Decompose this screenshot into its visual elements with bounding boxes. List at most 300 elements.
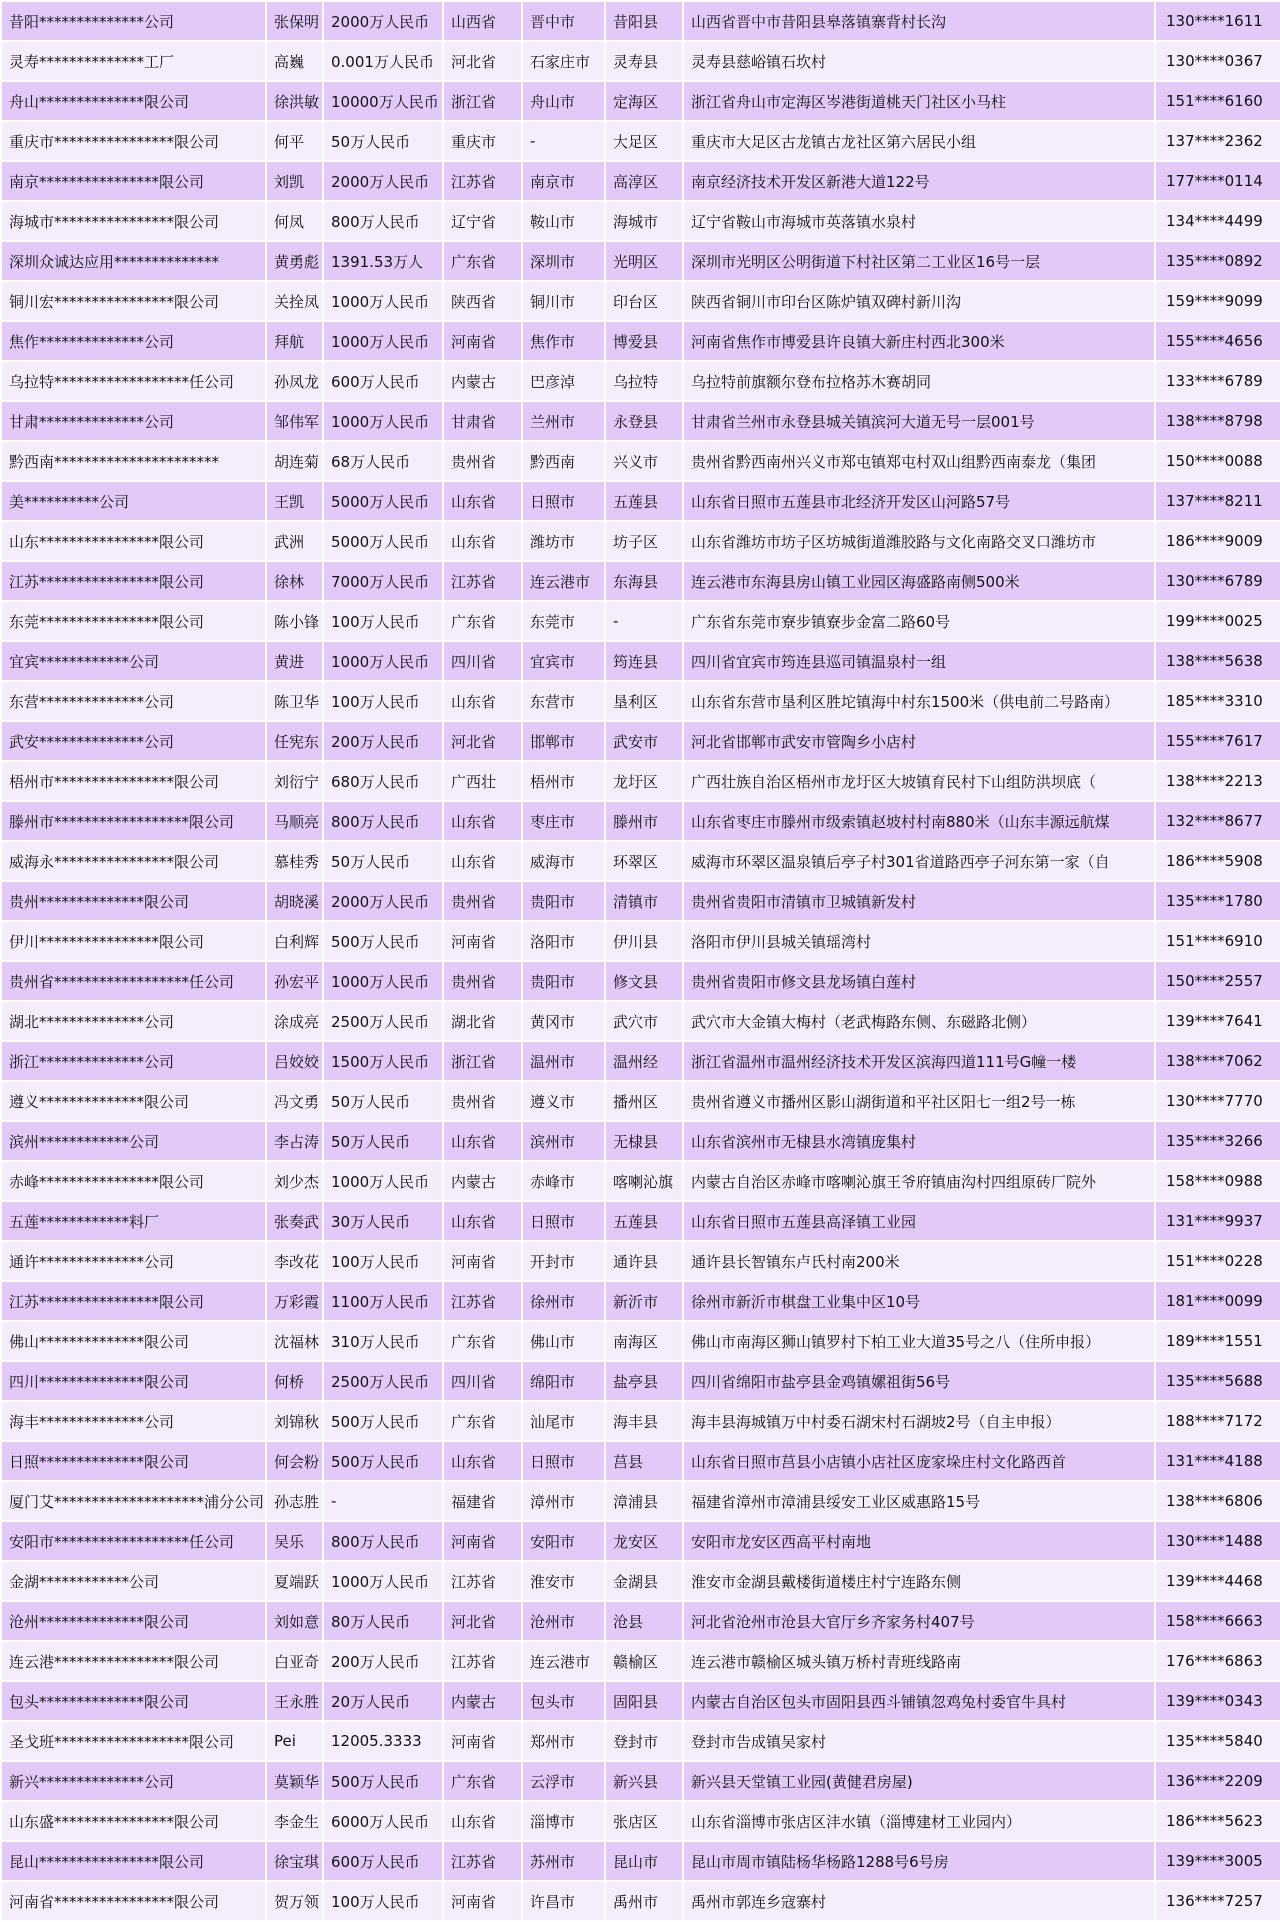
cell-phone: 130****0367 [1155, 41, 1280, 81]
cell-address: 浙江省舟山市定海区岑港街道桃天门社区小马柱 [683, 81, 1155, 121]
cell-registered-capital: 800万人民币 [323, 201, 443, 241]
cell-phone: 151****6910 [1155, 921, 1280, 961]
cell-address: 连云港市赣榆区城头镇万桥村青班线路南 [683, 1641, 1155, 1681]
cell-address: 山东省日照市五莲县市北经济开发区山河路57号 [683, 481, 1155, 521]
cell-province: 四川省 [443, 641, 522, 681]
cell-city: 淄博市 [522, 1801, 605, 1841]
cell-address: 南京经济技术开发区新港大道122号 [683, 161, 1155, 201]
cell-province: 江苏省 [443, 1561, 522, 1601]
cell-district: 武穴市 [605, 1001, 683, 1041]
cell-legal-person: 徐宝琪 [266, 1841, 323, 1881]
cell-address: 浙江省温州市温州经济技术开发区滨海四道111号G幢一楼 [683, 1041, 1155, 1081]
cell-registered-capital: 1000万人民币 [323, 641, 443, 681]
cell-registered-capital: 800万人民币 [323, 801, 443, 841]
cell-city: 贵阳市 [522, 881, 605, 921]
cell-registered-capital: 2000万人民币 [323, 161, 443, 201]
cell-city: 鞍山市 [522, 201, 605, 241]
cell-company-name: 铜川宏****************限公司 [1, 281, 266, 321]
cell-province: 贵州省 [443, 881, 522, 921]
cell-phone: 137****8211 [1155, 481, 1280, 521]
table-row [1, 721, 1280, 761]
cell-province: 河南省 [443, 1241, 522, 1281]
cell-phone: 158****0988 [1155, 1161, 1280, 1201]
cell-province: 广西壮 [443, 761, 522, 801]
cell-legal-person: 刘凯 [266, 161, 323, 201]
cell-district: 乌拉特 [605, 361, 683, 401]
cell-city: 连云港市 [522, 1641, 605, 1681]
cell-address: 四川省绵阳市盐亭县金鸡镇嫘祖街56号 [683, 1361, 1155, 1401]
cell-city: 绵阳市 [522, 1361, 605, 1401]
cell-registered-capital: 500万人民币 [323, 1401, 443, 1441]
table-row [1, 681, 1280, 721]
cell-province: 河南省 [443, 1721, 522, 1761]
cell-province: 广东省 [443, 1401, 522, 1441]
cell-city: 宜宾市 [522, 641, 605, 681]
table-row [1, 1081, 1280, 1121]
cell-province: 广东省 [443, 601, 522, 641]
table-row [1, 81, 1280, 121]
cell-province: 重庆市 [443, 121, 522, 161]
cell-district: 昔阳县 [605, 1, 683, 41]
cell-company-name: 滕州市******************限公司 [1, 801, 266, 841]
cell-district: 温州经 [605, 1041, 683, 1081]
cell-legal-person: 关拴凤 [266, 281, 323, 321]
cell-company-name: 厦门艾********************浦分公司 [1, 1481, 266, 1521]
cell-district: 龙圩区 [605, 761, 683, 801]
cell-province: 河南省 [443, 1521, 522, 1561]
cell-registered-capital: 100万人民币 [323, 681, 443, 721]
cell-phone: 137****2362 [1155, 121, 1280, 161]
table-row [1, 41, 1280, 81]
cell-city: 黔西南 [522, 441, 605, 481]
cell-company-name: 贵州**************限公司 [1, 881, 266, 921]
cell-province: 贵州省 [443, 961, 522, 1001]
cell-province: 湖北省 [443, 1001, 522, 1041]
cell-legal-person: 邹伟军 [266, 401, 323, 441]
cell-registered-capital: 500万人民币 [323, 1441, 443, 1481]
cell-province: 山东省 [443, 1441, 522, 1481]
cell-phone: 131****9937 [1155, 1201, 1280, 1241]
table-row [1, 601, 1280, 641]
cell-province: 江苏省 [443, 561, 522, 601]
cell-city: 开封市 [522, 1241, 605, 1281]
cell-address: 禹州市郭连乡寇寨村 [683, 1881, 1155, 1921]
cell-phone: 134****4499 [1155, 201, 1280, 241]
cell-district: 坊子区 [605, 521, 683, 561]
cell-company-name: 浙江**************公司 [1, 1041, 266, 1081]
table-row [1, 881, 1280, 921]
table-row [1, 641, 1280, 681]
cell-registered-capital: 50万人民币 [323, 841, 443, 881]
cell-legal-person: 张保明 [266, 1, 323, 41]
cell-address: 河北省沧州市沧县大官厅乡齐家务村407号 [683, 1601, 1155, 1641]
cell-city: 连云港市 [522, 561, 605, 601]
cell-district: 筠连县 [605, 641, 683, 681]
cell-legal-person: 武洲 [266, 521, 323, 561]
cell-province: 山东省 [443, 841, 522, 881]
cell-phone: 189****1551 [1155, 1321, 1280, 1361]
cell-city: 石家庄市 [522, 41, 605, 81]
cell-province: 内蒙古 [443, 361, 522, 401]
cell-district: 垦利区 [605, 681, 683, 721]
cell-city: 漳州市 [522, 1481, 605, 1521]
cell-company-name: 焦作**************公司 [1, 321, 266, 361]
cell-phone: 135****0892 [1155, 241, 1280, 281]
cell-city: 日照市 [522, 481, 605, 521]
cell-address: 福建省漳州市漳浦县绥安工业区威惠路15号 [683, 1481, 1155, 1521]
table-row [1, 841, 1280, 881]
cell-district: 沧县 [605, 1601, 683, 1641]
cell-province: 陕西省 [443, 281, 522, 321]
cell-province: 河南省 [443, 921, 522, 961]
cell-registered-capital: 1000万人民币 [323, 401, 443, 441]
cell-legal-person: 刘如意 [266, 1601, 323, 1641]
cell-phone: 159****9099 [1155, 281, 1280, 321]
cell-registered-capital: 80万人民币 [323, 1601, 443, 1641]
cell-legal-person: 徐洪敏 [266, 81, 323, 121]
cell-address: 四川省宜宾市筠连县巡司镇温泉村一组 [683, 641, 1155, 681]
cell-address: 广东省东莞市寮步镇寮步金富二路60号 [683, 601, 1155, 641]
table-row [1, 1121, 1280, 1161]
cell-phone: 155****7617 [1155, 721, 1280, 761]
cell-province: 江苏省 [443, 1841, 522, 1881]
cell-registered-capital: 2000万人民币 [323, 881, 443, 921]
cell-city: 黄冈市 [522, 1001, 605, 1041]
table-row [1, 801, 1280, 841]
cell-province: 贵州省 [443, 1081, 522, 1121]
cell-address: 徐州市新沂市棋盘工业集中区10号 [683, 1281, 1155, 1321]
cell-province: 广东省 [443, 241, 522, 281]
cell-province: 山西省 [443, 1, 522, 41]
cell-city: 佛山市 [522, 1321, 605, 1361]
cell-registered-capital: 2500万人民币 [323, 1001, 443, 1041]
cell-registered-capital: 200万人民币 [323, 1641, 443, 1681]
table-row [1, 1801, 1280, 1841]
cell-legal-person: 张奏武 [266, 1201, 323, 1241]
cell-phone: 150****0088 [1155, 441, 1280, 481]
cell-registered-capital: 1000万人民币 [323, 961, 443, 1001]
cell-city: 安阳市 [522, 1521, 605, 1561]
cell-legal-person: 刘少杰 [266, 1161, 323, 1201]
cell-district: 海城市 [605, 201, 683, 241]
cell-registered-capital: 200万人民币 [323, 721, 443, 761]
table-body [1, 1, 1280, 1921]
cell-phone: 158****6663 [1155, 1601, 1280, 1641]
table-row [1, 161, 1280, 201]
cell-province: 河南省 [443, 1881, 522, 1921]
cell-address: 登封市告成镇吴家村 [683, 1721, 1155, 1761]
cell-phone: 131****4188 [1155, 1441, 1280, 1481]
cell-province: 广东省 [443, 1761, 522, 1801]
cell-phone: 135****5840 [1155, 1721, 1280, 1761]
cell-registered-capital: 100万人民币 [323, 1881, 443, 1921]
cell-phone: 181****0099 [1155, 1281, 1280, 1321]
cell-address: 重庆市大足区古龙镇古龙社区第六居民小组 [683, 121, 1155, 161]
cell-address: 深圳市光明区公明街道下村社区第二工业区16号一层 [683, 241, 1155, 281]
cell-district: 环翠区 [605, 841, 683, 881]
cell-company-name: 重庆市****************限公司 [1, 121, 266, 161]
cell-address: 乌拉特前旗额尔登布拉格苏木赛胡同 [683, 361, 1155, 401]
cell-legal-person: 孙凤龙 [266, 361, 323, 401]
cell-legal-person: 吕姣姣 [266, 1041, 323, 1081]
cell-phone: 130****7770 [1155, 1081, 1280, 1121]
cell-company-name: 金湖************公司 [1, 1561, 266, 1601]
cell-legal-person: 白亚奇 [266, 1641, 323, 1681]
cell-phone: 139****0343 [1155, 1681, 1280, 1721]
cell-address: 昆山市周市镇陆杨华杨路1288号6号房 [683, 1841, 1155, 1881]
cell-company-name: 通许**************公司 [1, 1241, 266, 1281]
cell-address: 海丰县海城镇万中村委石湖宋村石湖坡2号（自主申报） [683, 1401, 1155, 1441]
cell-address: 贵州省贵阳市清镇市卫城镇新发村 [683, 881, 1155, 921]
cell-address: 贵州省遵义市播州区影山湖街道和平社区阳七一组2号一栋 [683, 1081, 1155, 1121]
table-row [1, 1601, 1280, 1641]
cell-company-name: 江苏****************限公司 [1, 561, 266, 601]
table-row [1, 1641, 1280, 1681]
cell-address: 广西壮族自治区梧州市龙圩区大坡镇育民村下山组防洪坝底（ [683, 761, 1155, 801]
table-row [1, 1681, 1280, 1721]
cell-address: 灵寿县慈峪镇石坎村 [683, 41, 1155, 81]
cell-district: 漳浦县 [605, 1481, 683, 1521]
cell-legal-person: 胡连菊 [266, 441, 323, 481]
cell-company-name: 贵州省******************任公司 [1, 961, 266, 1001]
cell-legal-person: 马顺亮 [266, 801, 323, 841]
cell-registered-capital: 500万人民币 [323, 921, 443, 961]
cell-address: 甘肃省兰州市永登县城关镇滨河大道无号一层001号 [683, 401, 1155, 441]
cell-company-name: 四川**************限公司 [1, 1361, 266, 1401]
cell-address: 贵州省黔西南州兴义市郑屯镇郑屯村双山组黔西南泰龙（集团 [683, 441, 1155, 481]
cell-city: 深圳市 [522, 241, 605, 281]
cell-city: 日照市 [522, 1441, 605, 1481]
cell-province: 山东省 [443, 1121, 522, 1161]
cell-phone: 136****2209 [1155, 1761, 1280, 1801]
cell-province: 河北省 [443, 41, 522, 81]
cell-city: 铜川市 [522, 281, 605, 321]
cell-address: 淮安市金湖县戴楼街道楼庄村宁连路东侧 [683, 1561, 1155, 1601]
cell-address: 河南省焦作市博爱县许良镇大新庄村西北300米 [683, 321, 1155, 361]
cell-registered-capital: - [323, 1481, 443, 1521]
cell-address: 山东省东营市垦利区胜坨镇海中村东1500米（供电前二号路南） [683, 681, 1155, 721]
cell-city: 赤峰市 [522, 1161, 605, 1201]
cell-registered-capital: 5000万人民币 [323, 521, 443, 561]
cell-province: 浙江省 [443, 1041, 522, 1081]
cell-phone: 138****6806 [1155, 1481, 1280, 1521]
cell-province: 辽宁省 [443, 201, 522, 241]
cell-legal-person: 李改花 [266, 1241, 323, 1281]
cell-registered-capital: 50万人民币 [323, 1121, 443, 1161]
cell-legal-person: 万彩霞 [266, 1281, 323, 1321]
cell-city: - [522, 121, 605, 161]
cell-city: 苏州市 [522, 1841, 605, 1881]
cell-district: 新沂市 [605, 1281, 683, 1321]
cell-phone: 185****3310 [1155, 681, 1280, 721]
cell-city: 淮安市 [522, 1561, 605, 1601]
cell-company-name: 灵寿**************工厂 [1, 41, 266, 81]
cell-district: 新兴县 [605, 1761, 683, 1801]
cell-district: 大足区 [605, 121, 683, 161]
cell-address: 连云港市东海县房山镇工业园区海盛路南侧500米 [683, 561, 1155, 601]
table-row [1, 1481, 1280, 1521]
cell-province: 江苏省 [443, 1281, 522, 1321]
cell-city: 洛阳市 [522, 921, 605, 961]
cell-legal-person: 吴乐 [266, 1521, 323, 1561]
cell-company-name: 沧州**************限公司 [1, 1601, 266, 1641]
cell-legal-person: 陈卫华 [266, 681, 323, 721]
cell-province: 山东省 [443, 681, 522, 721]
cell-legal-person: 何会粉 [266, 1441, 323, 1481]
cell-registered-capital: 2000万人民币 [323, 1, 443, 41]
cell-city: 滨州市 [522, 1121, 605, 1161]
cell-city: 东莞市 [522, 601, 605, 641]
cell-city: 巴彦淖 [522, 361, 605, 401]
table-row [1, 1201, 1280, 1241]
cell-legal-person: 何凤 [266, 201, 323, 241]
cell-district: 赣榆区 [605, 1641, 683, 1681]
table-row [1, 241, 1280, 281]
cell-legal-person: 李金生 [266, 1801, 323, 1841]
cell-legal-person: 王凯 [266, 481, 323, 521]
table-row [1, 321, 1280, 361]
cell-phone: 138****7062 [1155, 1041, 1280, 1081]
cell-legal-person: 白利辉 [266, 921, 323, 961]
cell-registered-capital: 680万人民币 [323, 761, 443, 801]
cell-phone: 150****2557 [1155, 961, 1280, 1001]
cell-company-name: 南京****************限公司 [1, 161, 266, 201]
cell-company-name: 湖北**************公司 [1, 1001, 266, 1041]
cell-registered-capital: 2500万人民币 [323, 1361, 443, 1401]
cell-legal-person: 孙宏平 [266, 961, 323, 1001]
cell-company-name: 连云港****************限公司 [1, 1641, 266, 1681]
cell-province: 甘肃省 [443, 401, 522, 441]
table-row [1, 1281, 1280, 1321]
cell-company-name: 山东盛****************限公司 [1, 1801, 266, 1841]
table-row [1, 401, 1280, 441]
cell-company-name: 宜宾************公司 [1, 641, 266, 681]
cell-registered-capital: 0.001万人民币 [323, 41, 443, 81]
cell-company-name: 佛山**************限公司 [1, 1321, 266, 1361]
cell-address: 佛山市南海区狮山镇罗村下柏工业大道35号之八（住所申报） [683, 1321, 1155, 1361]
cell-phone: 186****9009 [1155, 521, 1280, 561]
cell-district: 禹州市 [605, 1881, 683, 1921]
cell-company-name: 滨州************公司 [1, 1121, 266, 1161]
cell-address: 新兴县天堂镇工业园(黄健君房屋) [683, 1761, 1155, 1801]
cell-district: 金湖县 [605, 1561, 683, 1601]
cell-legal-person: 刘锦秋 [266, 1401, 323, 1441]
cell-city: 贵阳市 [522, 961, 605, 1001]
cell-address: 山东省滨州市无棣县水湾镇庞集村 [683, 1121, 1155, 1161]
cell-company-name: 黔西南********************** [1, 441, 266, 481]
cell-legal-person: 李占涛 [266, 1121, 323, 1161]
cell-company-name: 舟山**************限公司 [1, 81, 266, 121]
cell-address: 山东省潍坊市坊子区坊城街道潍胶路与文化南路交叉口潍坊市 [683, 521, 1155, 561]
cell-district: 登封市 [605, 1721, 683, 1761]
cell-company-name: 河南省****************限公司 [1, 1881, 266, 1921]
table-row [1, 1721, 1280, 1761]
cell-registered-capital: 6000万人民币 [323, 1801, 443, 1841]
cell-company-name: 日照**************限公司 [1, 1441, 266, 1481]
cell-company-name: 海城市****************限公司 [1, 201, 266, 241]
table-row [1, 1161, 1280, 1201]
cell-registered-capital: 500万人民币 [323, 1761, 443, 1801]
cell-province: 四川省 [443, 1361, 522, 1401]
cell-company-name: 武安**************公司 [1, 721, 266, 761]
cell-district: 灵寿县 [605, 41, 683, 81]
cell-phone: 186****5908 [1155, 841, 1280, 881]
cell-address: 辽宁省鞍山市海城市英落镇水泉村 [683, 201, 1155, 241]
cell-city: 包头市 [522, 1681, 605, 1721]
cell-legal-person: 胡晓溪 [266, 881, 323, 921]
cell-registered-capital: 1000万人民币 [323, 321, 443, 361]
table-row [1, 1561, 1280, 1601]
cell-company-name: 山东****************限公司 [1, 521, 266, 561]
cell-phone: 138****5638 [1155, 641, 1280, 681]
cell-province: 河北省 [443, 721, 522, 761]
cell-legal-person: 莫颖华 [266, 1761, 323, 1801]
cell-company-name: 昆山****************限公司 [1, 1841, 266, 1881]
table-row [1, 1321, 1280, 1361]
cell-district: 龙安区 [605, 1521, 683, 1561]
cell-province: 河北省 [443, 1601, 522, 1641]
cell-company-name: 梧州市****************限公司 [1, 761, 266, 801]
cell-phone: 139****3005 [1155, 1841, 1280, 1881]
cell-address: 山东省日照市莒县小店镇小店社区庞家垛庄村文化路西首 [683, 1441, 1155, 1481]
cell-address: 通许县长智镇东卢氏村南200米 [683, 1241, 1155, 1281]
cell-registered-capital: 10000万人民币 [323, 81, 443, 121]
cell-province: 山东省 [443, 521, 522, 561]
cell-phone: 186****5623 [1155, 1801, 1280, 1841]
cell-address: 山东省淄博市张店区沣水镇（淄博建材工业园内） [683, 1801, 1155, 1841]
cell-company-name: 江苏****************限公司 [1, 1281, 266, 1321]
table-row [1, 961, 1280, 1001]
table-row [1, 1041, 1280, 1081]
cell-legal-person: Pei [266, 1721, 323, 1761]
cell-registered-capital: 1000万人民币 [323, 281, 443, 321]
table-row [1, 281, 1280, 321]
cell-city: 潍坊市 [522, 521, 605, 561]
cell-address: 河北省邯郸市武安市管陶乡小店村 [683, 721, 1155, 761]
cell-phone: 130****6789 [1155, 561, 1280, 601]
cell-legal-person: 高巍 [266, 41, 323, 81]
cell-phone: 151****0228 [1155, 1241, 1280, 1281]
cell-district: 永登县 [605, 401, 683, 441]
cell-phone: 188****7172 [1155, 1401, 1280, 1441]
table-row [1, 1241, 1280, 1281]
cell-phone: 176****6863 [1155, 1641, 1280, 1681]
cell-district: 五莲县 [605, 481, 683, 521]
cell-address: 山西省晋中市昔阳县皋落镇寨背村长沟 [683, 1, 1155, 41]
cell-registered-capital: 600万人民币 [323, 1841, 443, 1881]
cell-district: 清镇市 [605, 881, 683, 921]
cell-province: 山东省 [443, 1801, 522, 1841]
table-row [1, 521, 1280, 561]
cell-province: 内蒙古 [443, 1681, 522, 1721]
cell-legal-person: 刘衍宁 [266, 761, 323, 801]
cell-legal-person: 沈福林 [266, 1321, 323, 1361]
cell-province: 广东省 [443, 1321, 522, 1361]
table-row [1, 1761, 1280, 1801]
cell-address: 山东省枣庄市滕州市级索镇赵坡村村南880米（山东丰源远航煤 [683, 801, 1155, 841]
cell-district: 固阳县 [605, 1681, 683, 1721]
cell-company-name: 伊川****************限公司 [1, 921, 266, 961]
table-row [1, 1441, 1280, 1481]
cell-city: 舟山市 [522, 81, 605, 121]
table-row [1, 761, 1280, 801]
cell-legal-person: 黄勇彪 [266, 241, 323, 281]
cell-district: 五莲县 [605, 1201, 683, 1241]
cell-province: 山东省 [443, 1201, 522, 1241]
cell-city: 枣庄市 [522, 801, 605, 841]
cell-phone: 130****1611 [1155, 1, 1280, 41]
cell-district: 定海区 [605, 81, 683, 121]
